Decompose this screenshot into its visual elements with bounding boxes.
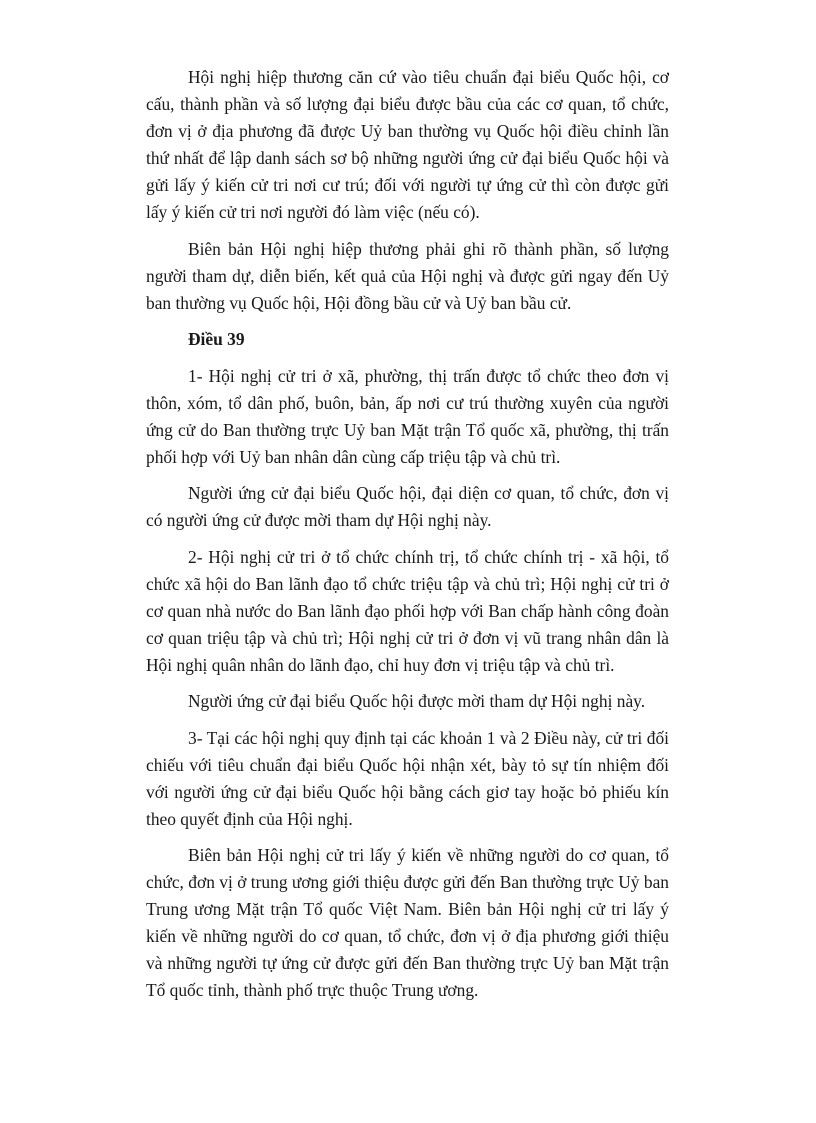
paragraph-clause-2: 2- Hội nghị cử tri ở tổ chức chính trị, tổ chức chính trị - xã hội, tổ chức xã hội do Ban lãnh đạo tổ chức triệu tập và chủ trì; Hội nghị cử tri ở cơ quan nhà nước do Ban lãnh đạo phối hợp với Ban chấp hành công đoàn cơ quan triệu tập và chủ trì; Hội nghị cử tri ở đơn vị vũ trang nhân dân là Hội nghị quân nhân do lãnh đạo, chỉ huy đơn vị triệu tập và chủ trì. [146, 546, 669, 675]
paragraph-clause-2-attendees: Người ứng cử đại biểu Quốc hội được mời tham dự Hội nghị này. [188, 691, 646, 711]
article-heading: Điều 39 [188, 329, 245, 349]
paragraph-clause-1-attendees: Người ứng cử đại biểu Quốc hội, đại diện cơ quan, tổ chức, đơn vị có người ứng cử được mời tham dự Hội nghị này. [146, 483, 669, 530]
paragraph-clause-3-minutes: Biên bản Hội nghị cử tri lấy ý kiến về những người do cơ quan, tổ chức, đơn vị ở trung ương giới thiệu được gửi đến Ban thường trực Uỷ ban Trung ương Mặt trận Tổ quốc Việt Nam. Biên bản Hội nghị cử tri lấy ý kiến về những người do cơ quan, tổ chức, đơn vị ở địa phương giới thiệu và những người tự ứng cử được gửi đến Ban thường trực Uỷ ban Mặt trận Tổ quốc tỉnh, thành phố trực thuộc Trung ương. [146, 845, 669, 1000]
paragraph-clause-1: 1- Hội nghị cử tri ở xã, phường, thị trấn được tổ chức theo đơn vị thôn, xóm, tổ dân phố, buôn, bản, ấp nơi cư trú thường xuyên của người ứng cử do Ban thường trực Uỷ ban Mặt trận Tổ quốc xã, phường, thị trấn phối hợp với Uỷ ban nhân dân cùng cấp triệu tập và chủ trì. [146, 365, 669, 467]
document-page [146, 64, 669, 1014]
paragraph-consultation-list: Hội nghị hiệp thương căn cứ vào tiêu chuẩn đại biểu Quốc hội, cơ cấu, thành phần và số lượng đại biểu được bầu của các cơ quan, tổ chức, đơn vị ở địa phương đã được Uỷ ban thường vụ Quốc hội điều chỉnh lần thứ nhất để lập danh sách sơ bộ những người ứng cử đại biểu Quốc hội và gửi lấy ý kiến cử tri nơi cư trú; đối với người tự ứng cử thì còn được gửi lấy ý kiến cử tri nơi người đó làm việc (nếu có). [146, 67, 669, 222]
paragraph-clause-3: 3- Tại các hội nghị quy định tại các khoản 1 và 2 Điều này, cử tri đối chiếu với tiêu chuẩn đại biểu Quốc hội nhận xét, bày tỏ sự tín nhiệm đối với người ứng cử đại biểu Quốc hội bằng cách giơ tay hoặc bỏ phiếu kín theo quyết định của Hội nghị. [146, 727, 669, 829]
paragraph-consultation-minutes: Biên bản Hội nghị hiệp thương phải ghi rõ thành phần, số lượng người tham dự, diễn biến, kết quả của Hội nghị và được gửi ngay đến Uỷ ban thường vụ Quốc hội, Hội đồng bầu cử và Uỷ ban bầu cử. [146, 238, 669, 313]
